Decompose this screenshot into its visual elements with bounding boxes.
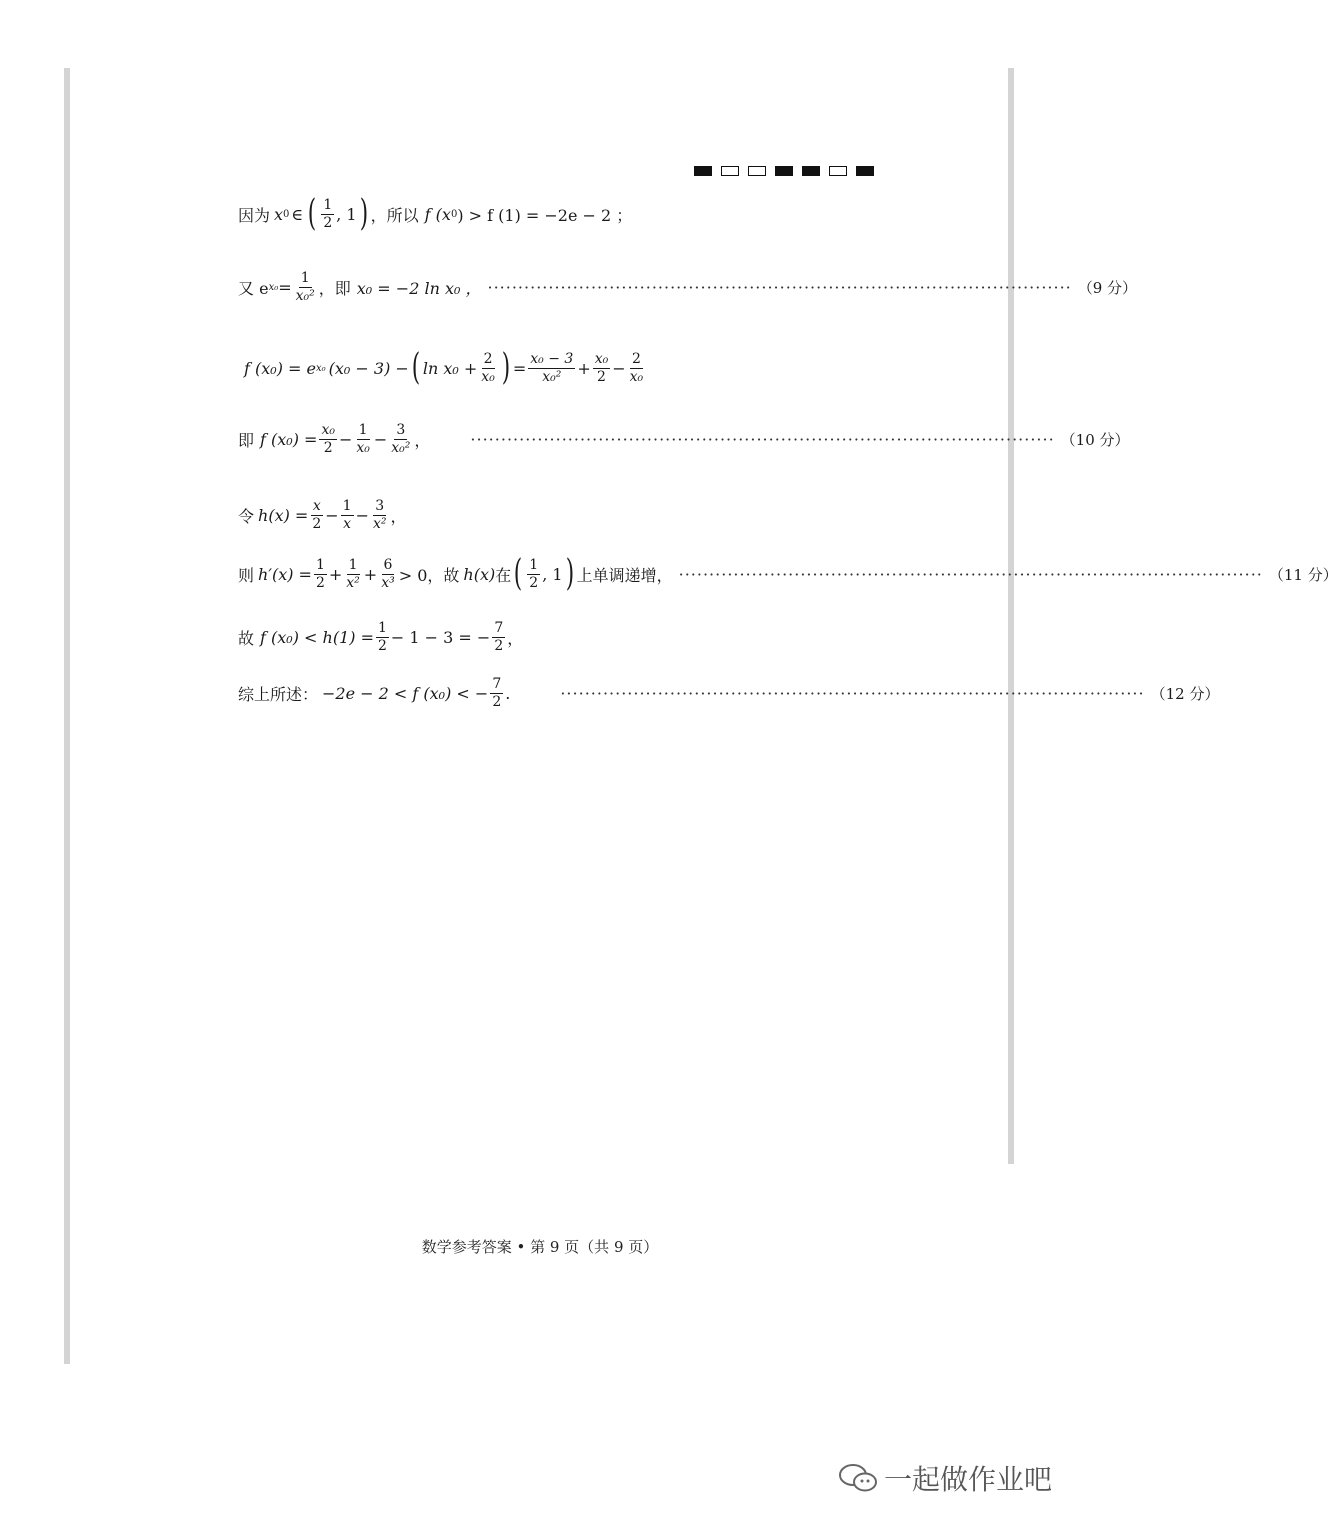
num: x₀ [321, 422, 335, 438]
watermark [838, 1458, 1052, 1498]
text: − [338, 429, 353, 449]
num: 3 [396, 422, 406, 438]
left-paren: ( [411, 347, 421, 388]
den: 2 [323, 214, 333, 231]
frac [628, 351, 646, 386]
mark-1 [694, 166, 712, 176]
den: x₀² [542, 368, 562, 385]
num: 1 [300, 270, 310, 286]
text: − [325, 505, 339, 525]
frac [527, 557, 540, 592]
frac [341, 498, 354, 533]
frac [492, 620, 505, 655]
den: 2 [315, 574, 325, 591]
line-8 [238, 676, 1220, 711]
dot-leader: ································································································ [560, 683, 1145, 703]
den: x [343, 515, 352, 532]
num: 1 [348, 556, 358, 573]
den: 2 [494, 637, 504, 654]
frac [344, 557, 362, 592]
den: x₀² [391, 439, 411, 456]
chat-bubble-icon [838, 1461, 878, 1495]
text: = [278, 277, 292, 297]
left-paren: ( [514, 553, 523, 594]
page-edge-left [64, 68, 70, 1364]
text: 又 e [238, 278, 269, 298]
text: 令 [238, 506, 255, 526]
sup: x₀ [315, 362, 326, 374]
expr: ) > f (1) = −2e − 2 ； [457, 205, 633, 225]
right-paren: ) [501, 347, 511, 388]
page-edge-right [1008, 68, 1014, 1164]
num: 7 [494, 620, 504, 636]
den: 2 [312, 515, 322, 532]
num: 2 [631, 350, 641, 367]
dot-leader: ································································································ [470, 429, 1055, 449]
num: x₀ − 3 [530, 350, 574, 367]
text: . [505, 683, 511, 703]
num: 1 [529, 556, 539, 573]
text: 上单调递增， [576, 565, 673, 585]
num: 1 [342, 498, 352, 514]
score: （12 分） [1150, 684, 1220, 703]
expr: h(x) = [258, 505, 309, 525]
text: ，即 [318, 278, 351, 298]
frac [389, 422, 412, 457]
den: x³ [381, 574, 395, 591]
num: 1 [377, 620, 387, 636]
text: 在 [495, 565, 512, 585]
mark-6 [829, 166, 847, 176]
den: 2 [529, 574, 539, 591]
expr: (x₀ − 3) − [328, 358, 409, 378]
den: x₀² [295, 287, 315, 304]
sup: x₀ [268, 281, 279, 293]
den: 2 [597, 368, 606, 385]
watermark-text: 一起做作业吧 [884, 1463, 1053, 1496]
mark-2 [721, 166, 739, 176]
text: ， [414, 430, 431, 450]
line-6 [238, 553, 1338, 594]
text: 则 [238, 565, 255, 585]
num: 1 [358, 422, 368, 438]
line-3 [244, 347, 884, 388]
header-marks [694, 166, 874, 176]
text: + [328, 564, 343, 584]
line-5 [238, 498, 878, 533]
in-symbol: ∈ [291, 204, 304, 224]
frac [371, 498, 389, 533]
den: x² [372, 515, 387, 532]
num: 1 [323, 196, 333, 213]
expr: x₀ = −2 ln x₀ ， [356, 278, 482, 298]
frac [528, 351, 575, 386]
dot-leader: ································································································ [678, 564, 1263, 584]
right-paren: ) [359, 193, 368, 234]
text: 故 [238, 628, 255, 648]
text: = [512, 358, 527, 378]
text: ， [390, 506, 407, 526]
num: 2 [483, 350, 493, 367]
mark-4 [775, 166, 793, 176]
frac [310, 498, 323, 533]
mark-7 [856, 166, 874, 176]
line-1 [238, 193, 878, 234]
score: （11 分） [1268, 565, 1338, 584]
expr: −2e − 2 < f (x₀) < − [322, 683, 489, 703]
text: + [363, 564, 378, 584]
den: x² [346, 574, 360, 591]
frac [321, 197, 334, 232]
expr: h′(x) = [258, 564, 312, 584]
text: − [373, 429, 388, 449]
den: 2 [323, 439, 333, 456]
frac [479, 351, 497, 386]
num: 7 [492, 676, 502, 692]
num: x₀ [594, 350, 609, 367]
frac [379, 557, 397, 592]
text: − [355, 505, 369, 525]
den: x₀ [356, 439, 370, 456]
text: 即 [238, 430, 255, 450]
frac [319, 422, 337, 457]
sub: 0 [283, 208, 290, 220]
frac [490, 676, 503, 711]
expr: f (x₀) = e [244, 358, 316, 378]
text: − 1 − 3 = − [390, 627, 491, 647]
sub: 0 [450, 208, 458, 220]
text: > 0，故 [398, 565, 460, 585]
text: + [577, 358, 591, 378]
expr: ln x₀ + [422, 358, 478, 378]
den: x₀ [481, 368, 495, 385]
den: 2 [492, 693, 502, 710]
frac [593, 351, 611, 386]
var: x [274, 204, 284, 224]
dot-leader: ································································································ [487, 277, 1072, 297]
den: 2 [377, 637, 387, 654]
text: ，所以 [370, 205, 419, 225]
text: ， [507, 628, 524, 648]
expr: f (x [424, 204, 451, 224]
num: 3 [375, 498, 385, 514]
mark-3 [748, 166, 766, 176]
frac [314, 557, 327, 592]
left-paren: ( [308, 193, 317, 234]
text: 因为 [238, 205, 271, 225]
num: x [312, 498, 321, 514]
line-4 [238, 422, 1130, 457]
text: 综上所述： [238, 684, 319, 704]
expr: f (x₀) = [260, 429, 318, 449]
num: 6 [383, 556, 393, 573]
text: , 1 [542, 564, 563, 584]
frac [376, 620, 389, 655]
text: − [612, 358, 626, 378]
right-paren: ) [565, 553, 574, 594]
mark-5 [802, 166, 820, 176]
expr: h(x) [463, 564, 496, 584]
num: 1 [315, 556, 325, 573]
score: （10 分） [1060, 430, 1130, 449]
score: （9 分） [1077, 278, 1138, 297]
line-7 [238, 620, 878, 655]
den: x₀ [629, 368, 644, 385]
frac [294, 270, 317, 305]
text: , 1 [336, 204, 357, 224]
line-2 [238, 270, 1138, 305]
frac [354, 422, 372, 457]
expr: f (x₀) < h(1) = [260, 627, 374, 647]
page-footer: 数学参考答案 • 第 9 页（共 9 页） [421, 1238, 659, 1256]
